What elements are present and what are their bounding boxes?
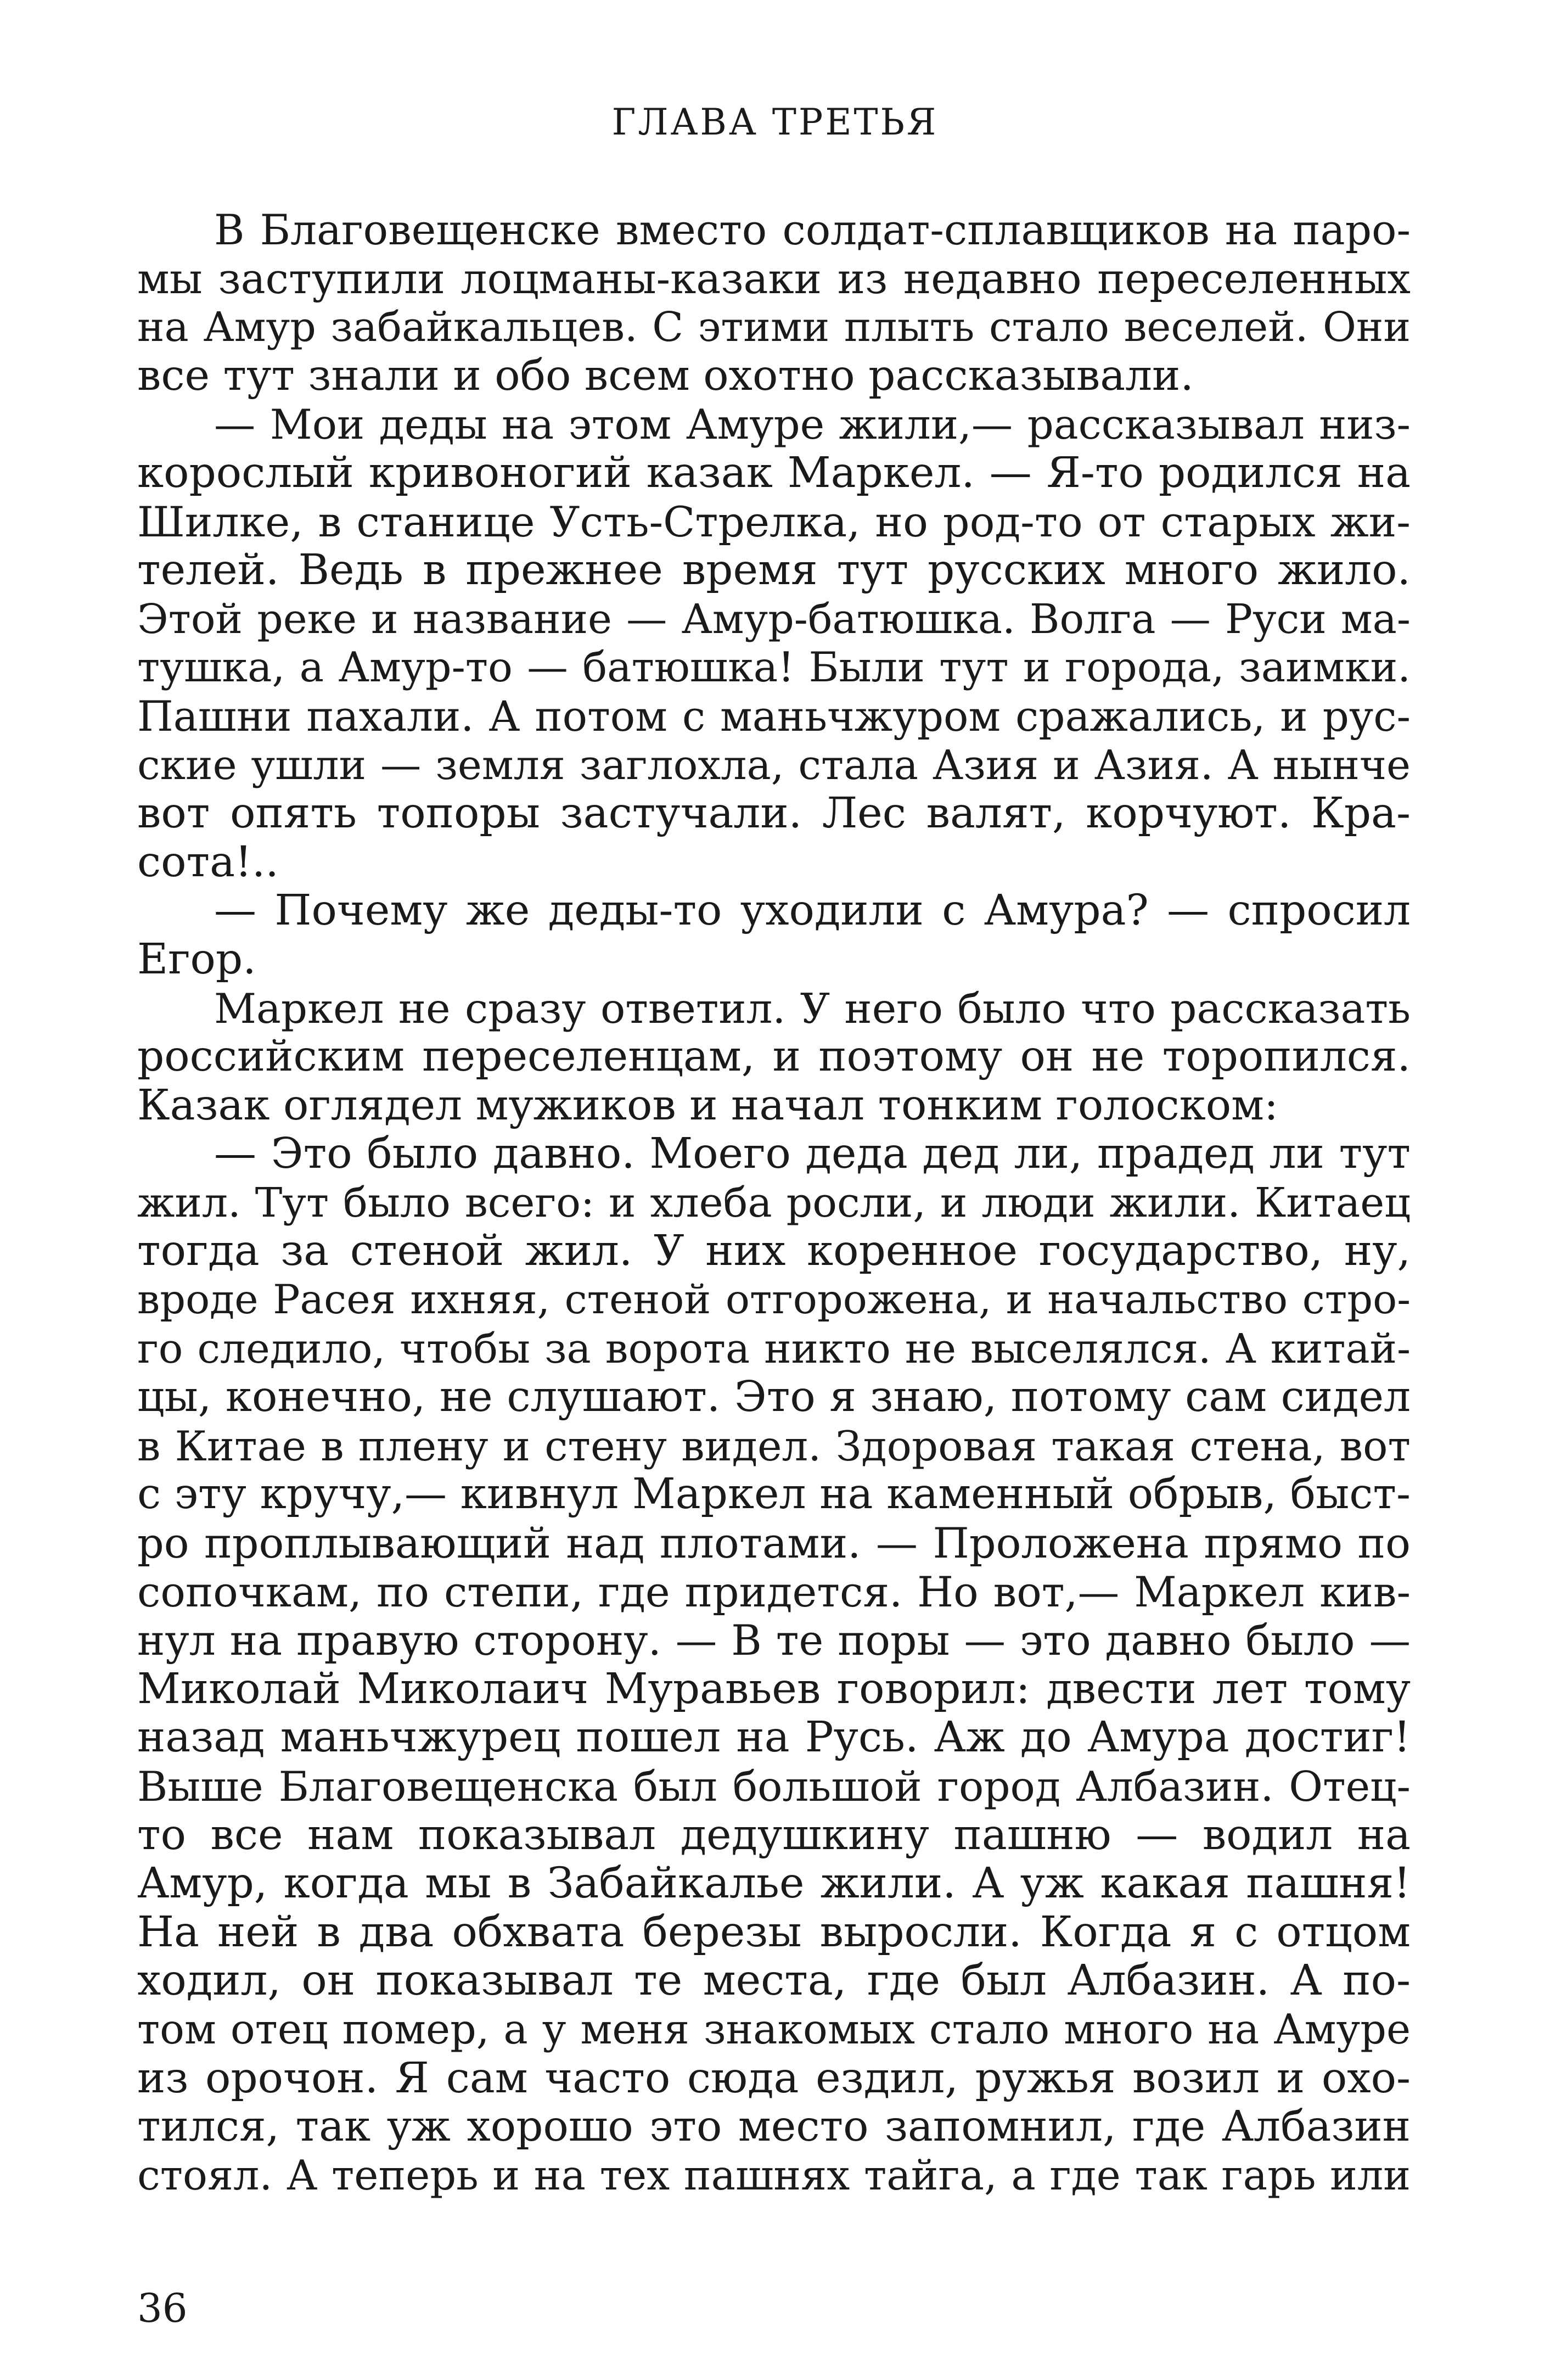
text-line: Казак оглядел мужиков и начал тонким голоском: xyxy=(137,1081,1278,1130)
text-line: Егор. xyxy=(137,935,256,984)
text-line: все тут знали и обо всем охотно рассказывали. xyxy=(137,351,1194,400)
text-line: назад маньчжурец пошел на Русь. Аж до Амура достиг! xyxy=(137,1713,1411,1762)
text-line: Пашни пахали. А потом с маньчжуром сражались, и рус- xyxy=(137,692,1411,741)
text-line: корослый кривоногий казак Маркел. — Я-то родился на xyxy=(137,449,1411,497)
text-line: го следило, чтобы за ворота никто не выселялся. А китай- xyxy=(137,1325,1411,1373)
text-line: телей. Ведь в прежнее время тут русских много жило. xyxy=(137,546,1411,595)
text-line: Миколай Миколаич Муравьев говорил: двести лет тому xyxy=(137,1665,1411,1713)
text-line: На ней в два обхвата березы выросли. Когда я с отцом xyxy=(137,1908,1411,1957)
text-line: Этой реке и название — Амур-батюшка. Волга — Руси ма- xyxy=(137,595,1411,643)
text-line: мы заступили лоцманы-казаки из недавно переселенных xyxy=(137,254,1411,303)
text-line: — Это было давно. Моего деда дед ли, прадед ли тут xyxy=(214,1130,1411,1179)
text-line: Амур, когда мы в Забайкалье жили. А уж какая пашня! xyxy=(137,1860,1411,1908)
text-line: сота!.. xyxy=(137,838,279,887)
page-number: 36 xyxy=(137,2285,188,2331)
text-line: Маркел не сразу ответил. У него было что рассказать xyxy=(214,984,1411,1033)
text-line: вот опять топоры застучали. Лес валят, корчуют. Кра- xyxy=(137,789,1411,838)
text-line: том отец помер, а у меня знакомых стало много на Амуре xyxy=(137,2005,1411,2053)
chapter-title: ГЛАВА ТРЕТЬЯ xyxy=(611,101,939,143)
text-line: тушка, а Амур-то — батюшка! Были тут и города, заимки. xyxy=(137,643,1411,692)
body-text xyxy=(137,206,1411,2200)
text-line: тогда за стеной жил. У них коренное государство, ну, xyxy=(137,1227,1411,1276)
text-line: российским переселенцам, и поэтому он не торопился. xyxy=(137,1033,1411,1082)
text-line: с эту кручу,— кивнул Маркел на каменный обрыв, быст- xyxy=(137,1470,1411,1519)
text-line: В Благовещенске вместо солдат-сплавщиков на паро- xyxy=(214,206,1411,254)
text-line: Выше Благовещенска был большой город Албазин. Отец- xyxy=(137,1762,1411,1811)
text-line: то все нам показывал дедушкину пашню — водил на xyxy=(137,1811,1411,1860)
text-line: сопочкам, по степи, где придется. Но вот,— Маркел кив- xyxy=(137,1567,1411,1616)
text-line: Шилке, в станице Усть-Стрелка, но род-то от старых жи- xyxy=(137,497,1411,546)
text-line: ро проплывающий над плотами. — Проложена прямо по xyxy=(137,1519,1411,1568)
text-line: — Мои деды на этом Амуре жили,— рассказывал низ- xyxy=(214,400,1411,449)
text-line: цы, конечно, не слушают. Это я знаю, потому сам сидел xyxy=(137,1373,1411,1422)
text-line: вроде Расея ихняя, стеной отгорожена, и начальство стро- xyxy=(137,1276,1411,1324)
text-line: ские ушли — земля заглохла, стала Азия и Азия. А нынче xyxy=(137,741,1411,789)
text-line: тился, так уж хорошо это место запомнил, где Албазин xyxy=(137,2103,1411,2152)
text-line: жил. Тут было всего: и хлеба росли, и люди жили. Китаец xyxy=(137,1178,1411,1227)
text-line: в Китае в плену и стену видел. Здоровая такая стена, вот xyxy=(137,1421,1411,1470)
text-line: нул на правую сторону. — В те поры — это давно было — xyxy=(137,1616,1411,1665)
text-line: из орочон. Я сам часто сюда ездил, ружья возил и охо- xyxy=(137,2054,1411,2103)
text-line: — Почему же деды-то уходили с Амура? — спросил xyxy=(214,887,1411,936)
text-line: на Амур забайкальцев. С этими плыть стало веселей. Они xyxy=(137,303,1411,351)
text-line: ходил, он показывал те места, где был Албазин. А по- xyxy=(137,1957,1411,2006)
text-line: стоял. А теперь и на тех пашнях тайга, а где так гарь или xyxy=(137,2151,1411,2199)
